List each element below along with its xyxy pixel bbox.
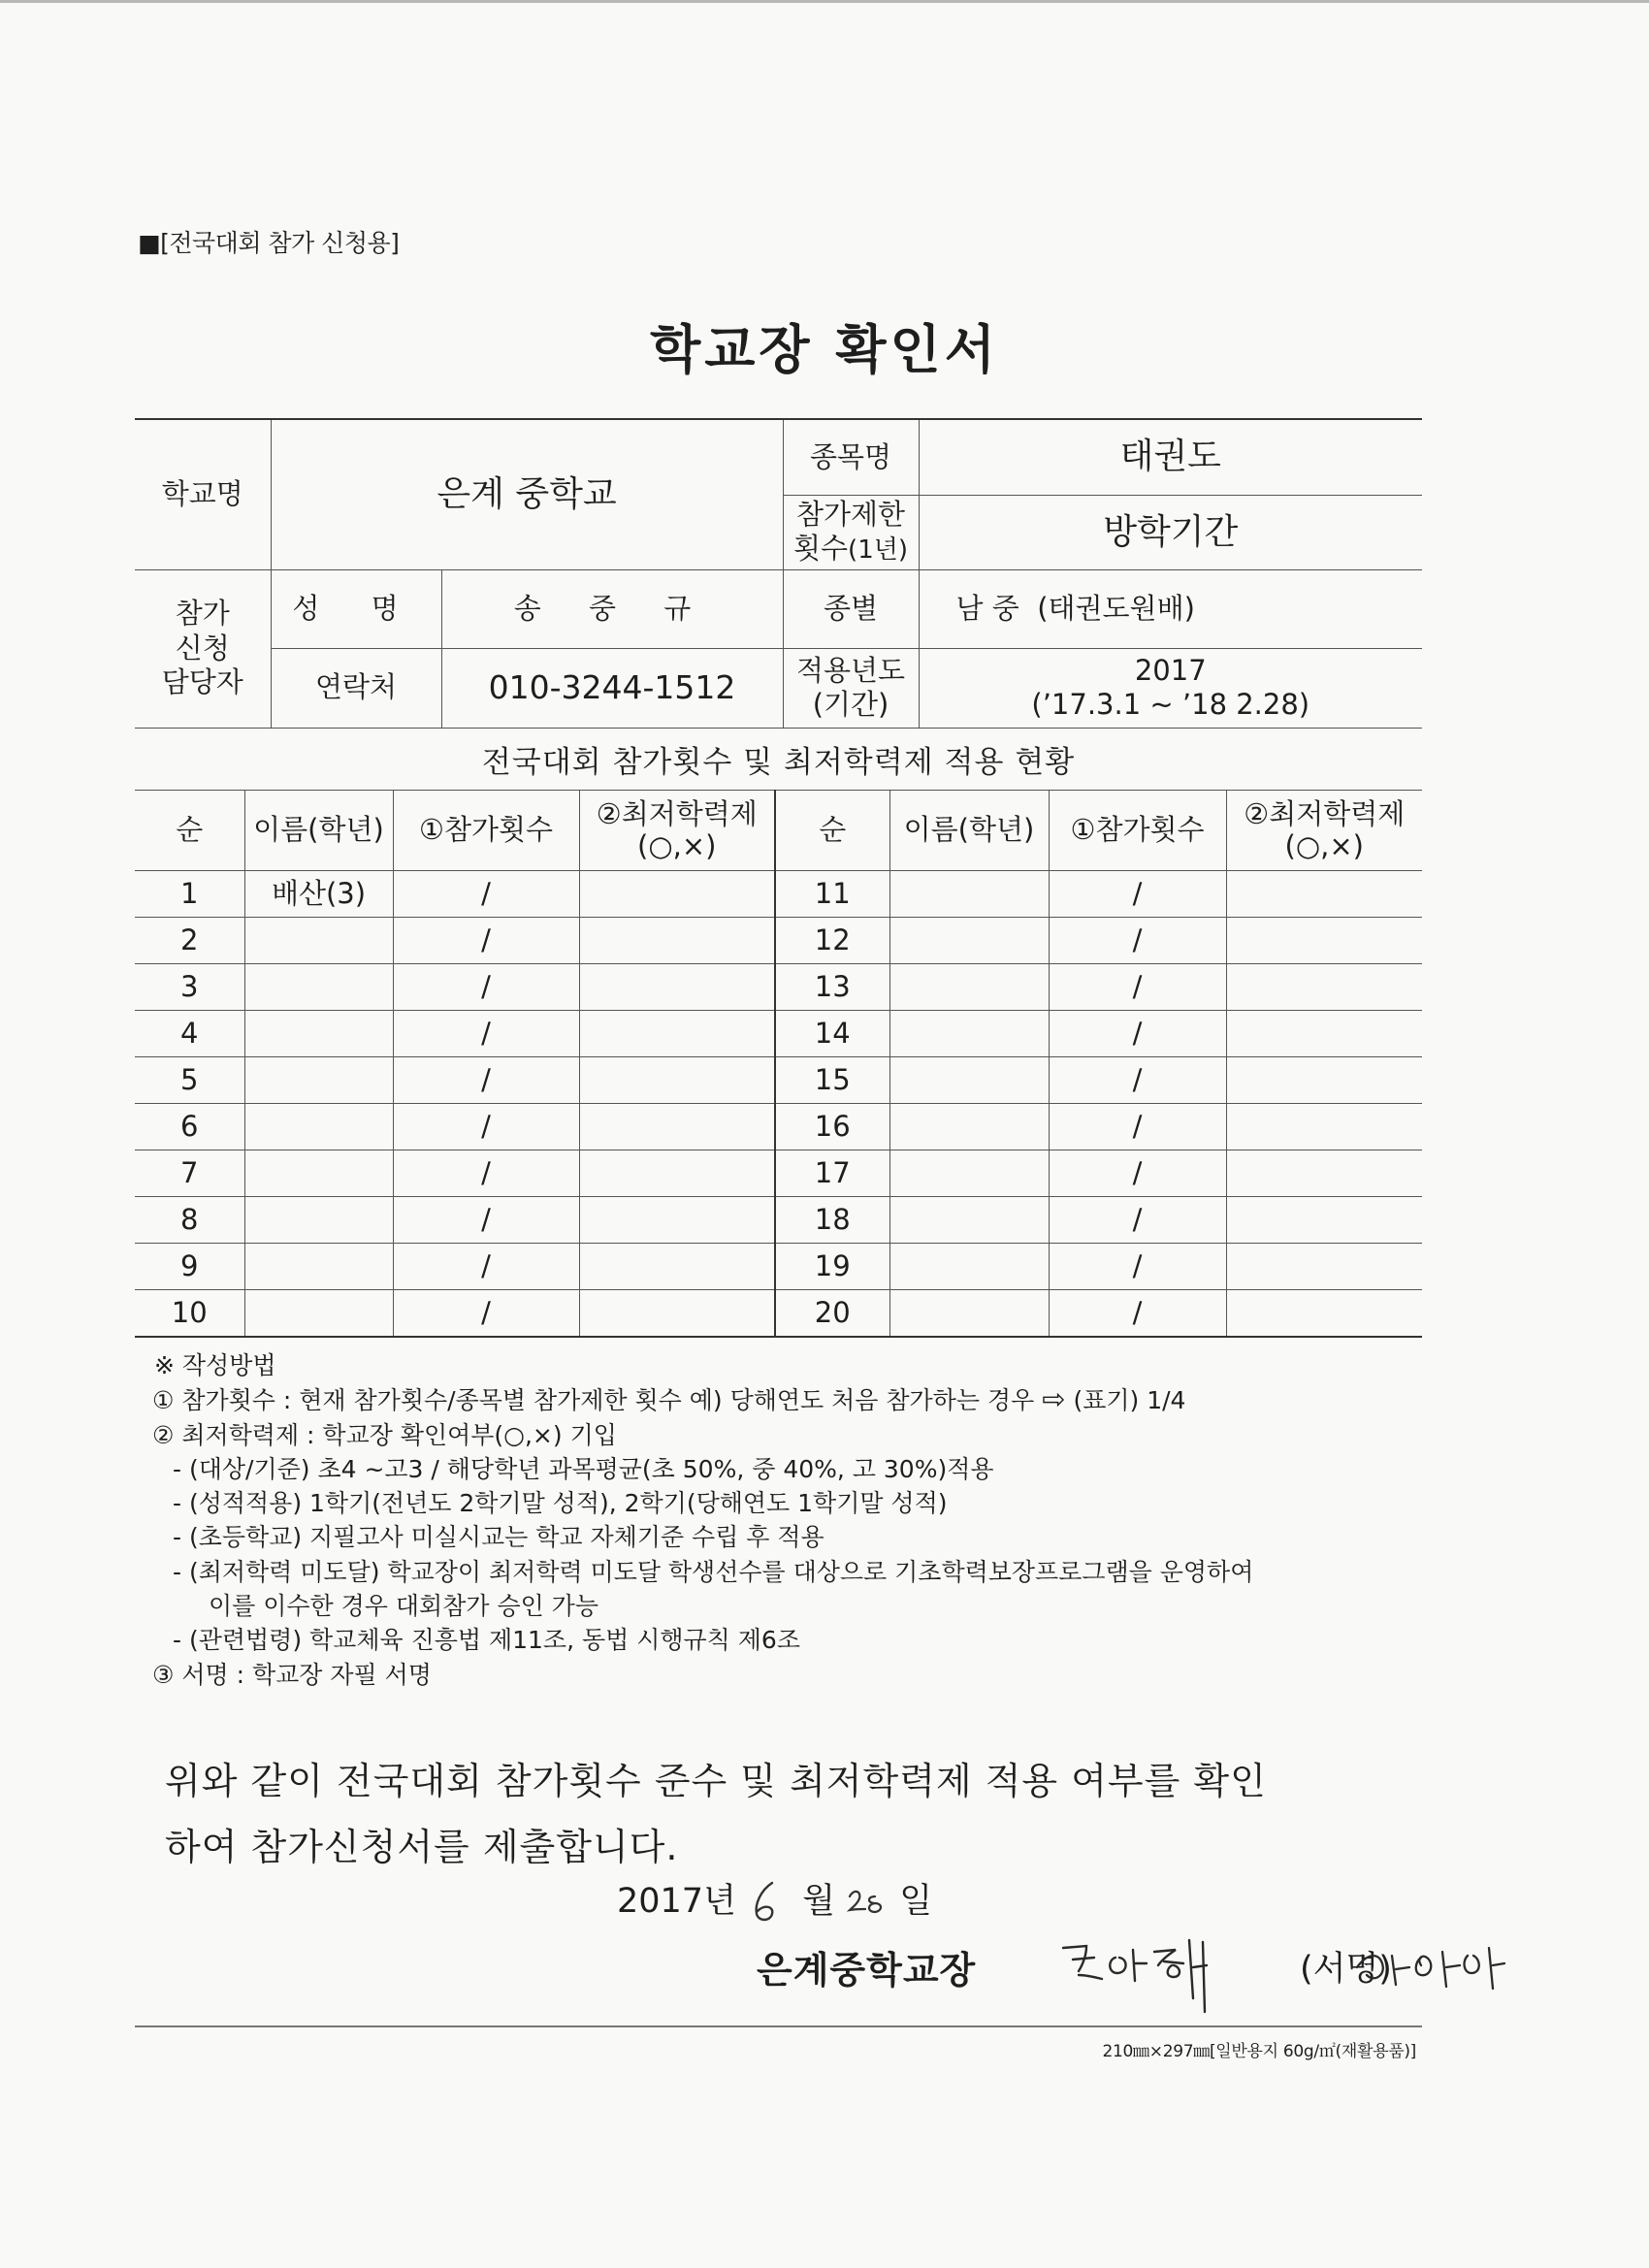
instructions-title: ※ 작성방법	[154, 1351, 276, 1379]
header-min-standard-line1: ②최저학력제	[1244, 796, 1406, 830]
submission-date	[617, 1874, 932, 1926]
instruction-1-text: ① 참가횟수 : 현재 참가횟수/종목별 참가제한 횟수 예) 당해연도 처음 참가하는 경우	[152, 1386, 1043, 1415]
header-name: 이름(학년)	[889, 791, 1049, 871]
status-row	[135, 964, 1422, 1011]
row-name-grade	[889, 1290, 1049, 1338]
row-number: 7	[135, 1150, 244, 1197]
row-min-standard	[1226, 1011, 1422, 1057]
row-min-standard	[1226, 1057, 1422, 1104]
row-min-standard	[579, 918, 775, 964]
handwritten-month	[747, 1879, 786, 1926]
row-number: 10	[135, 1290, 244, 1338]
row-min-standard	[1226, 871, 1422, 918]
row-name-grade	[889, 964, 1049, 1011]
row-min-standard	[579, 871, 775, 918]
row-number: 18	[775, 1197, 889, 1244]
row-name-grade	[889, 1104, 1049, 1150]
form-type-tag: ■[전국대회 참가 신청용]	[138, 229, 400, 257]
right-arrow-icon: ⇨	[1042, 1382, 1066, 1416]
header-min-standard-line2: (○,×)	[1284, 829, 1364, 862]
row-name-grade: 배산(3)	[244, 871, 393, 918]
instruction-1-example: (표기) 1/4	[1065, 1386, 1186, 1415]
row-min-standard	[579, 1197, 775, 1244]
instruction-sub-elementary: - (초등학교) 지필고사 미실시교는 학교 자체기준 수립 후 적용	[173, 1523, 824, 1552]
row-name-grade	[244, 1150, 393, 1197]
row-name-grade	[889, 918, 1049, 964]
row-min-standard	[579, 1244, 775, 1290]
row-participation-count: /	[1049, 1011, 1226, 1057]
row-number: 5	[135, 1057, 244, 1104]
row-number: 2	[135, 918, 244, 964]
row-name-grade	[244, 1197, 393, 1244]
date-year: 2017년	[617, 1882, 736, 1921]
participation-status-title: 전국대회 참가횟수 및 최저학력제 적용 현황	[481, 745, 1076, 780]
paper-spec-footer: 210㎜×297㎜[일반용지 60g/㎡(재활용품)]	[1102, 2042, 1416, 2061]
status-row	[135, 1057, 1422, 1104]
row-number: 11	[775, 871, 889, 918]
row-name-grade	[244, 1057, 393, 1104]
category-value: 남 중 (태권도원배)	[919, 569, 1422, 648]
row-number: 19	[775, 1244, 889, 1290]
apply-year-label	[783, 648, 919, 728]
row-min-standard	[579, 1290, 775, 1338]
school-info-table	[135, 418, 1422, 729]
category-label: 종별	[783, 569, 919, 648]
row-min-standard	[579, 1057, 775, 1104]
row-number: 9	[135, 1244, 244, 1290]
scan-top-edge	[0, 0, 1649, 3]
row-number: 13	[775, 964, 889, 1011]
row-name-grade	[889, 1197, 1049, 1244]
row-number: 15	[775, 1057, 889, 1104]
row-name-grade	[889, 1057, 1049, 1104]
school-name-label: 학교명	[135, 419, 271, 569]
participation-limit-value: 방학기간	[919, 495, 1422, 569]
participation-status-table	[135, 790, 1422, 1338]
header-min-standard-line2: (○,×)	[637, 829, 717, 862]
row-min-standard	[1226, 1197, 1422, 1244]
date-day-unit: 일	[899, 1882, 933, 1921]
row-name-grade	[244, 1290, 393, 1338]
row-participation-count: /	[1049, 1244, 1226, 1290]
document-title: 학교장 확인서	[650, 319, 999, 380]
row-min-standard	[1226, 1104, 1422, 1150]
row-number: 12	[775, 918, 889, 964]
header-count: ①참가횟수	[393, 791, 579, 871]
apply-year-label-line1: 적용년도	[795, 653, 906, 687]
status-row	[135, 1150, 1422, 1197]
row-name-grade	[244, 1244, 393, 1290]
instruction-sub-laws: - (관련법령) 학교체육 진흥법 제11조, 동법 시행규칙 제6조	[173, 1626, 800, 1655]
date-month-unit: 월	[802, 1882, 835, 1921]
row-participation-count: /	[393, 1150, 579, 1197]
row-name-grade	[244, 1104, 393, 1150]
row-participation-count: /	[393, 1104, 579, 1150]
signature-mark	[1353, 1938, 1508, 1996]
row-participation-count: /	[393, 1011, 579, 1057]
row-number: 8	[135, 1197, 244, 1244]
row-participation-count: /	[1049, 1197, 1226, 1244]
header-name: 이름(학년)	[244, 791, 393, 871]
row-min-standard	[579, 1104, 775, 1150]
status-header-row	[135, 791, 1422, 871]
instruction-min-standard: ② 최저학력제 : 학교장 확인여부(○,×) 기입	[152, 1420, 617, 1449]
contact-name-label: 성 명	[271, 569, 441, 648]
confirmation-line-1: 위와 같이 전국대회 참가횟수 준수 및 최저학력제 적용 여부를 확인	[165, 1760, 1267, 1802]
apply-year-value	[919, 648, 1422, 728]
confirmation-statement	[165, 1748, 1267, 1880]
instruction-participation-count	[152, 1382, 1253, 1417]
row-participation-count: /	[1049, 918, 1226, 964]
row-min-standard	[1226, 1290, 1422, 1338]
row-participation-count: /	[1049, 1104, 1226, 1150]
row-participation-count: /	[393, 964, 579, 1011]
row-min-standard	[579, 1150, 775, 1197]
row-min-standard	[1226, 1244, 1422, 1290]
instruction-sub-not-met: - (최저학력 미도달) 학교장이 최저학력 미도달 학생선수를 대상으로 기초학력보장프로그램을 운영하여	[173, 1557, 1254, 1586]
row-number: 14	[775, 1011, 889, 1057]
row-name-grade	[889, 1244, 1049, 1290]
row-number: 6	[135, 1104, 244, 1150]
header-min-standard-line1: ②최저학력제	[596, 796, 758, 830]
row-name-grade	[244, 1011, 393, 1057]
status-row	[135, 1011, 1422, 1057]
row-participation-count: /	[393, 871, 579, 918]
row-name-grade	[889, 871, 1049, 918]
principal-title: 은계중학교장	[757, 1949, 977, 1992]
row-min-standard	[1226, 1150, 1422, 1197]
row-participation-count: /	[393, 1197, 579, 1244]
row-name-grade	[889, 1150, 1049, 1197]
row-number: 1	[135, 871, 244, 918]
school-name-value: 은계 중학교	[271, 419, 783, 569]
instruction-sub-not-met-continued: 이를 이수한 경우 대회참가 승인 가능	[209, 1592, 598, 1621]
writing-instructions	[152, 1348, 1253, 1692]
header-min-standard	[579, 791, 775, 871]
applicant-section-line2: 신청	[175, 631, 230, 664]
row-name-grade	[889, 1011, 1049, 1057]
participation-limit-label-line1: 참가제한	[795, 497, 906, 531]
participation-limit-label-line2: 횟수	[793, 532, 849, 566]
principal-signature	[1057, 1921, 1282, 2018]
apply-year-value-line1: 2017	[1134, 653, 1207, 687]
instruction-sub-target: - (대상/기준) 초4 ~고3 / 해당학년 과목평균(초 50%, 중 40%, 고 30%)적용	[173, 1454, 994, 1483]
status-row	[135, 1244, 1422, 1290]
contact-name-value: 송 중 규	[441, 569, 783, 648]
row-number: 3	[135, 964, 244, 1011]
signature-label: (서명)	[1300, 1950, 1392, 1989]
row-number: 20	[775, 1290, 889, 1338]
status-row	[135, 1197, 1422, 1244]
apply-year-label-line2: (기간)	[812, 688, 889, 721]
row-name-grade	[244, 964, 393, 1011]
row-participation-count: /	[1049, 871, 1226, 918]
header-min-standard	[1226, 791, 1422, 871]
status-row	[135, 1290, 1422, 1338]
row-participation-count: /	[1049, 1057, 1226, 1104]
row-participation-count: /	[393, 918, 579, 964]
status-row	[135, 1104, 1422, 1150]
instruction-sub-grades: - (성적적용) 1학기(전년도 2학기말 성적), 2학기(당해연도 1학기말 성적)	[173, 1489, 948, 1518]
status-row	[135, 871, 1422, 918]
row-participation-count: /	[1049, 1290, 1226, 1338]
row-min-standard	[579, 1011, 775, 1057]
row-min-standard	[579, 964, 775, 1011]
participation-limit-label	[783, 495, 919, 569]
header-no: 순	[775, 791, 889, 871]
row-number: 16	[775, 1104, 889, 1150]
confirmation-line-2: 하여 참가신청서를 제출합니다.	[165, 1826, 679, 1868]
instruction-signature: ③ 서명 : 학교장 자필 서명	[152, 1660, 432, 1689]
handwritten-day	[846, 1883, 889, 1922]
row-participation-count: /	[1049, 1150, 1226, 1197]
row-min-standard	[1226, 918, 1422, 964]
row-participation-count: /	[1049, 964, 1226, 1011]
row-participation-count: /	[393, 1244, 579, 1290]
header-count: ①참가횟수	[1049, 791, 1226, 871]
applicant-section-line1: 참가	[175, 597, 230, 631]
row-participation-count: /	[393, 1057, 579, 1104]
phone-label: 연락처	[271, 648, 441, 728]
row-min-standard	[1226, 964, 1422, 1011]
participation-limit-label-unit: (1년)	[848, 535, 908, 566]
row-number: 17	[775, 1150, 889, 1197]
row-name-grade	[244, 918, 393, 964]
phone-value: 010-3244-1512	[441, 648, 783, 728]
applicant-section-line3: 담당자	[161, 665, 243, 699]
row-number: 4	[135, 1011, 244, 1057]
apply-year-period: (’17.3.1 ~ ’18 2.28)	[1031, 688, 1310, 721]
sport-label: 종목명	[783, 419, 919, 495]
sport-value: 태권도	[919, 419, 1422, 495]
row-participation-count: /	[393, 1290, 579, 1338]
applicant-section-label	[135, 569, 271, 728]
bottom-divider	[135, 2025, 1422, 2027]
status-row	[135, 918, 1422, 964]
header-no: 순	[135, 791, 244, 871]
